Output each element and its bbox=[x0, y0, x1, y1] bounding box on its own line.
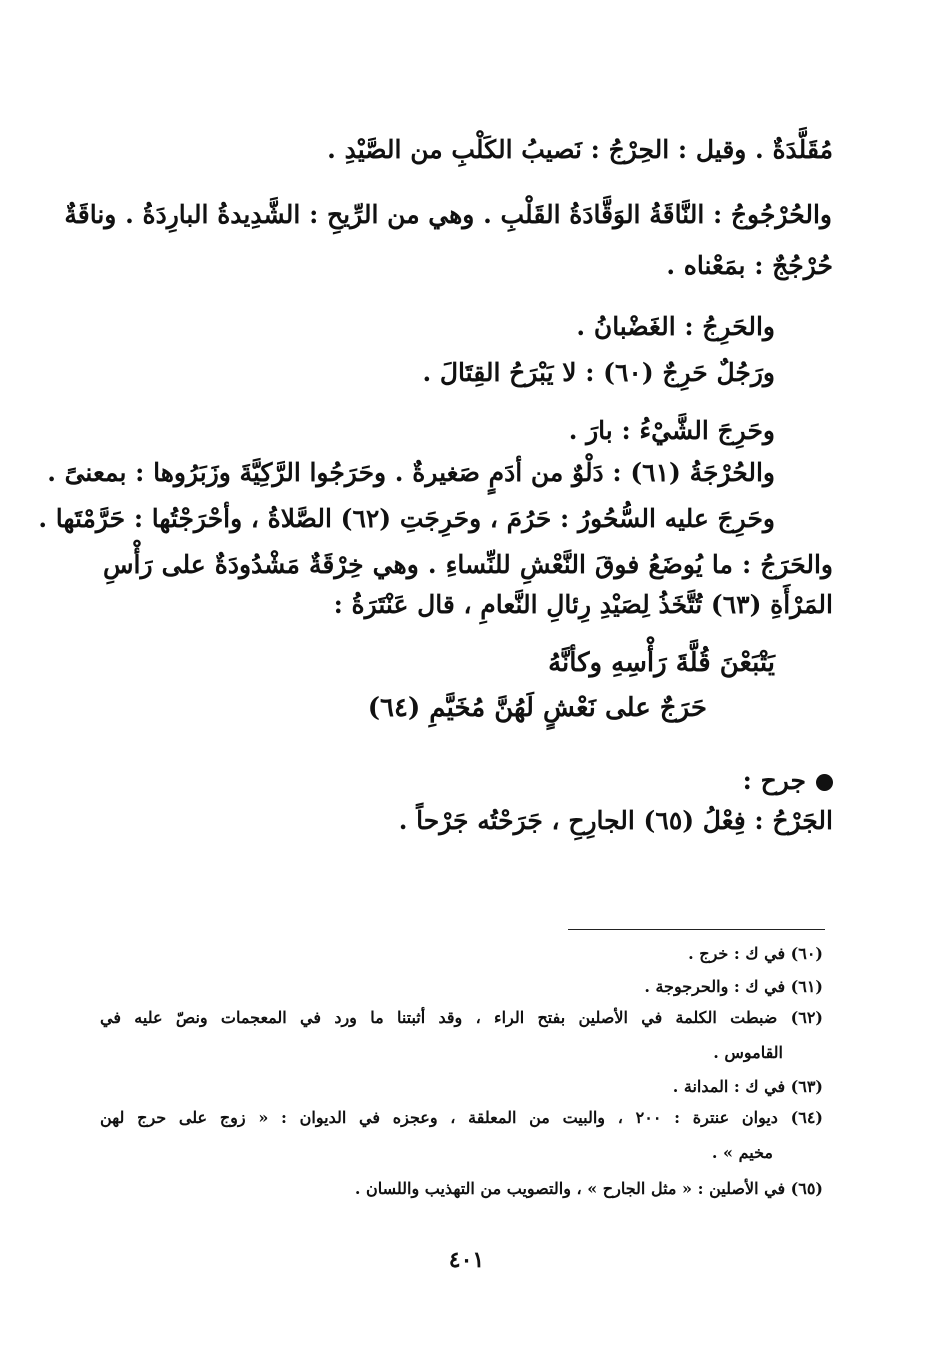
text-line: مُقَلَّدَةٌ . وقيل : الحِرْجُ : نَصيبُ الكَلْبِ من الصَّيْدِ . bbox=[327, 135, 833, 164]
verse-first-hemistich: يَتْبَعْنَ قُلَّةَ رَأْسِهِ وكأنَّهُ bbox=[548, 648, 775, 678]
footnote: (٦٢) ضبطت الكلمة في الأصلين بفتح الراء ، وقد أثبتنا ما ورد في المعجمات ونصّ عليه في bbox=[100, 1008, 823, 1027]
entry-line: الجَرْحُ : فِعْلُ (٦٥) الجارِحِ ، جَرَحْتُه جَرْحاً . bbox=[398, 806, 833, 835]
footnote: (٦٤) ديوان عنترة : ٢٠٠ ، والبيت من المعلقة ، وعجزه في الديوان : « زوج على حرج لهن bbox=[100, 1108, 823, 1127]
page-number: ٤٠١ bbox=[448, 1247, 485, 1273]
footnote-divider bbox=[568, 929, 825, 930]
text-line: المَرْأَةِ (٦٣) تُتَّخَذُ لِصَيْدِ رِئالِ النَّعامِ ، قال عَنْتَرَةُ : bbox=[333, 590, 833, 619]
text-line: والحَرِجُ : الغَضْبانُ . bbox=[576, 312, 775, 341]
footnote: (٦٥) في الأصلين : « مثل الجارح » ، والتصويب من التهذيب واللسان . bbox=[354, 1179, 823, 1198]
text-line: والحَرَجُ : ما يُوضَعُ فوقَ النَّعْشِ للنِّساءِ . وهي خِرْقَةٌ مَشْدُودَةٌ على رَأْسِ bbox=[103, 550, 833, 579]
bullet-icon bbox=[816, 774, 833, 791]
text-line: حُرْجُجٌ : بمَعْناه . bbox=[666, 251, 833, 280]
text-line: والحُرْجُوجُ : النَّاقَةُ الوَقَّادَةُ القَلْبِ . وهي من الرِّيحِ : الشَّدِيدةُ البارِدَةُ . وناقَةٌ bbox=[64, 200, 832, 229]
text-line: وحَرِجَ عليه السُّحُورُ : حَرُمَ ، وحَرِجَتِ (٦٢) الصَّلاةُ ، وأحْرَجْتُها : حَرَّمْتَها . bbox=[38, 504, 775, 533]
footnote-continuation: مخيم » . bbox=[711, 1143, 773, 1162]
footnote: (٦٠) في ك : خرج . bbox=[688, 944, 823, 963]
text-line: ورَجُلٌ حَرِجٌ (٦٠) : لا يَبْرَحُ القِتَالَ . bbox=[422, 358, 775, 387]
footnote-continuation: القاموس . bbox=[713, 1043, 783, 1062]
entry-heading-text: جرح : bbox=[742, 766, 806, 795]
verse-second-hemistich: حَرَجٌ على نَعْشٍ لَهُنَّ مُخَيَّمِ (٦٤) bbox=[367, 693, 707, 723]
text-line: وحَرِجَ الشَّيْءُ : بارَ . bbox=[568, 416, 775, 445]
footnote: (٦١) في ك : والحرجوجة . bbox=[644, 977, 823, 996]
footnote: (٦٣) في ك : المدانة . bbox=[672, 1077, 823, 1096]
entry-heading bbox=[743, 763, 833, 799]
text-line: والحُرْجَةُ (٦١) : دَلْوٌ من أدَمٍ صَغيرةٌ . وحَرَجُوا الرَّكِيَّةَ وزَبَرُوها : بمعنىً . bbox=[47, 458, 775, 487]
